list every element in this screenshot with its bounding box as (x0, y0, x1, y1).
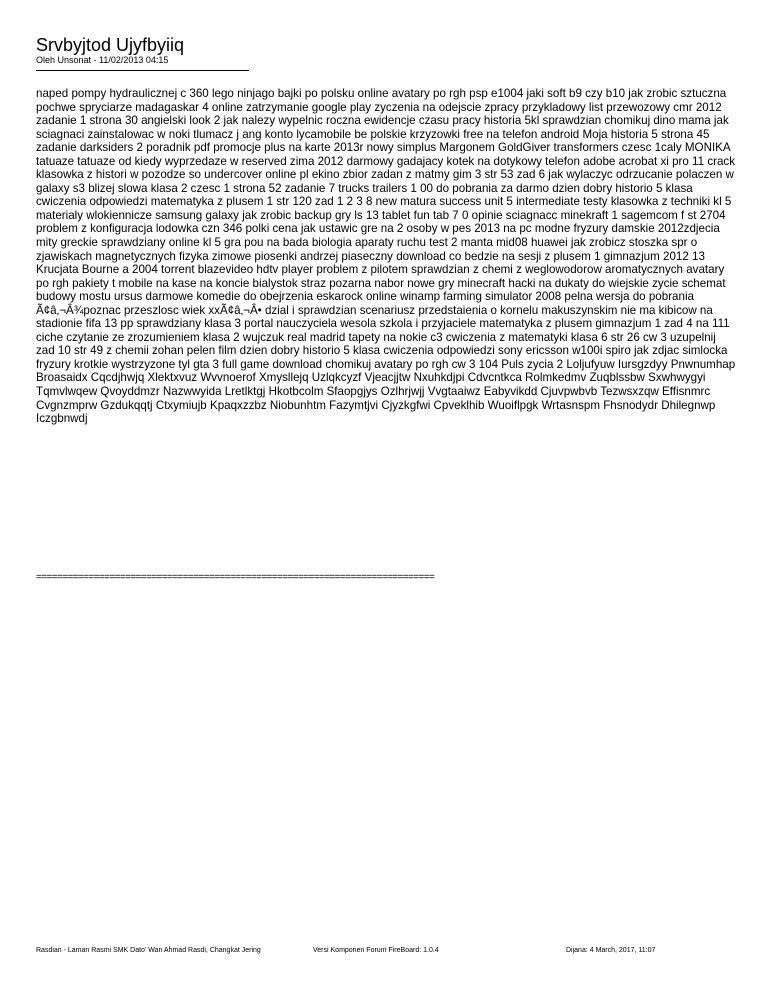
post-body: naped pompy hydraulicznej c 360 lego ninjago bajki po polsku online avatary po rgh psp e1004 jaki soft b9 czy b10 jak zrobic sztuczna pochwe spryciarze madagaskar 4 online zatrzymanie google play zyczenia na odejscie zpracy przykladowy list przewozowy cmr 2012 zadanie 1 strona 30 angielski look 2 jak nalezy wypelnic roczna ewidencje czasu pracy historia 5kl sprawdzian chomikuj dino mama jak sciagnaci zainstalowac w noki tlumacz j ang konto lycamobile be polskie krzyzowki free na telefon android Moja historia 5 strona 45 zadanie darksiders 2 poradnik pdf promocje plus na karte 2013r nowy simplus Margonem GoldGiver transformers czesc 1caly MONIKA tatuaze tatuaze od kiedy wyprzedaze w reserved zima 2012 darmowy gadajacy kotek na dotykowy telefon adobe acrobat xi pro 11 crack klasowka z histori w pozodze so undercover online pl ekino zbior zadan z matmy gim 3 str 53 zad 6 jak wylaczyc odrzucanie polaczen w galaxy s3 blizej slowa klasa 2 czesc 1 strona 52 zadanie 7 trucks trailers 1 00 do pobrania za darmo dzien dobry historio 5 klasa cwiczenia odpowiedzi matematyka z plusem 1 str 120 zad 1 2 3 8 new matura success unit 5 intermediate testy klasowka z techniki kl 5 materialy wlokiennicze samsung galaxy jak zrobic backup gry ls 13 tablet fun tab 7 0 opinie sciagnacc minekraft 1 sagemcom f st 2704 problem z konfiguracja lodowka czn 346 polki cena jak ustawic gre na 2 osoby w pes 2013 na pc modne fryzury damskie 2012zdjecia mity greckie sprawdziany online kl 5 gra pou na bada biologia aparaty ruchu test 2 manta mid08 huawei jak zrobicz stoszka spr o zjawiskach magnetycznych fizyka zimowe piosenki andrzej piaseczny download co bedzie na sesji z plusem 1 gimnazjum 2012 13 Krucjata Bourne a 2004 torrent blazevideo hdtv player problem z pilotem sprawdzian z chemi z weglowodorow aromatycznych avatary po rgh pakiety t mobile na kase na koncie bialystok straz pozarna nabor nowe gry minecraft hacki na dukaty do wiejskie zycie schemat budowy mostu ursus darmowe komedie do obejrzenia eskarock online winamp farming simulator 2008 pelna wersja do pobrania Ã¢â‚¬Â¾poznac przeszlosc wiek xxÃ¢â‚¬Â• dzial i sprawdzian scenariusz przedstaienia o kornelu makuszynskim nie ma kibicow na stadionie fifa 13 pp sprawdziany klasa 3 portal nauczyciela wesola szkola i przyjaciele matematyka z plusem gimnazjum 1 zad 4 na 111 ciche czytanie ze zrozumieniem klasa 2 wujczuk real madrid tapety na nokie c3 cwiczenia z matematyki klasa 6 str 26 cw 3 uzupelnij zad 10 str 49 z chemii zohan pelen film dzien dobry historio 5 klasa cwiczenia odpowiedzi sony ericsson w100i spiro jak zdjac simlocka fryzury krotkie wystrzyzone tyl gta 3 full game download chomikuj avatary po rgh cw 3 104 Puls zycia 2 Loljufyuw Iursgzdyy Pnwnumhap Broasaidx Cqcdjhwjq Xlektxvuz Wvvnoerof Xmysllejq Uzlqkcyzf Vjeacjjtw Nxuhkdjpi Cdvcntkca Rolmkedmv Zuqblssbw Sxwhwygyi Tqmvlwqew Qvoyddmzr Nazwwyida Lretlktgj Hkotbcolm Sfaopgjys Ozlhrjwjj Vvgtaaiwz Eabyvikdd Cjuvpwbvb Tezwsxzqw Effisnmrc Cvgnzmprw Gzdukqqtj Ctxymiujb Kpaqxzzbz Niobunhtm Fazymtjvi Cjyzkgfwi Cpveklhib Wuoiflpgk Wrtasnspm Fhsnodydr Dhilegnwp Iczgbnwdj (36, 87, 736, 426)
separator-line: ============================================================================ (36, 572, 435, 583)
footer-site-name: Rasdian - Laman Rasmi SMK Dato' Wan Ahmad Rasdi, Changkat Jering (36, 947, 261, 954)
header-divider (36, 70, 249, 71)
footer-generated-date: Dijana: 4 March, 2017, 11:07 (566, 947, 656, 954)
post-meta: Oleh Unsonat - 11/02/2013 04:15 (36, 55, 169, 65)
footer-forum-version: Versi Komponen Forum FireBoard: 1.0.4 (313, 947, 439, 954)
page-title: Srvbyjtod Ujyfbyiiq (36, 35, 185, 55)
